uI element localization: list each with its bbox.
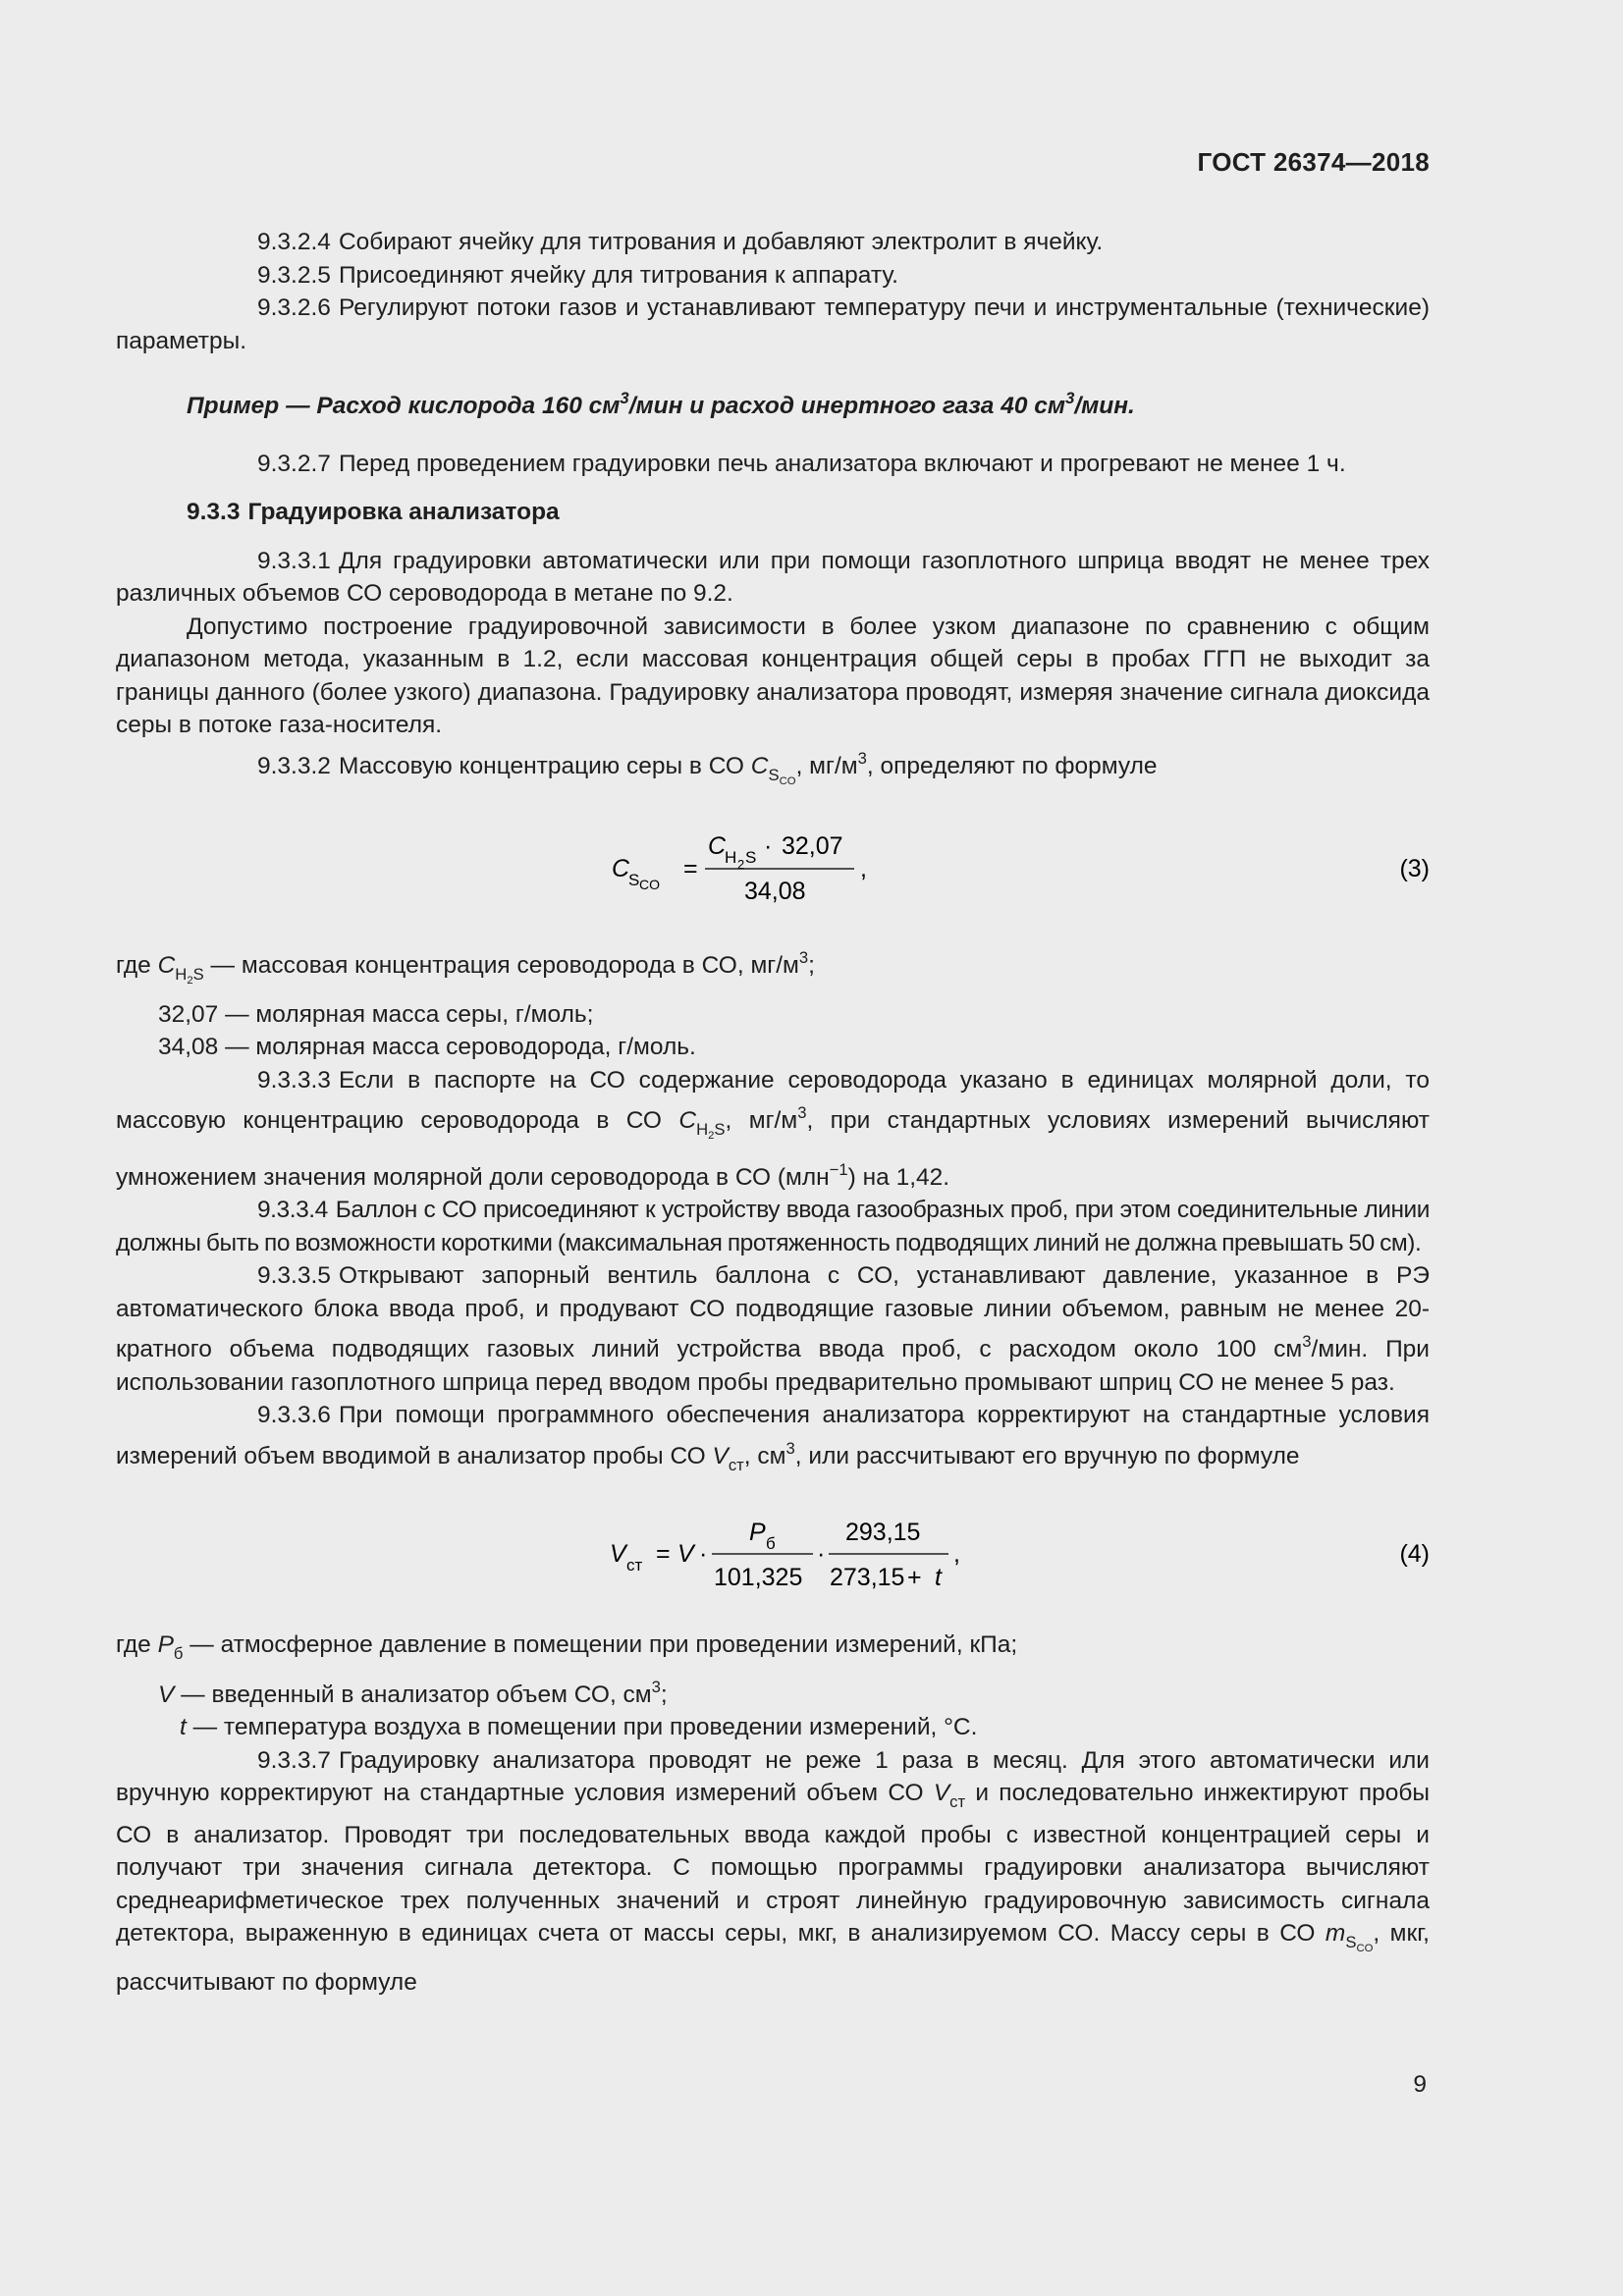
where-block-3-line3: 34,08 — молярная масса сероводорода, г/моль. (158, 1034, 696, 1060)
math-symbol: C (157, 952, 176, 979)
formula-symbol: C (708, 832, 727, 860)
formula-4 (116, 1481, 1430, 1629)
formula-subscript: 2 (737, 857, 745, 872)
section-title: Градуировка анализатора (247, 499, 560, 525)
paragraph-text: Баллон с СО присоединяют к устройству ввода газообразных проб, при этом соединительные линии должны быть по возможности короткими (максимальная протяженность подводящих линий не должна превышать 50 см). (116, 1197, 1430, 1256)
subscript-text: H (175, 965, 188, 984)
clause-number: 9.3.3.2 (257, 752, 331, 779)
formula-comma: , (953, 1540, 960, 1568)
formula-subscript: S (628, 871, 640, 889)
superscript: 3 (1302, 1332, 1312, 1351)
equation-number: (3) (1399, 855, 1430, 882)
formula-comma: , (860, 855, 867, 882)
math-symbol: C (678, 1107, 697, 1134)
where-intro: где (116, 1631, 158, 1658)
paragraph-9-3-3-5 (116, 1259, 1430, 1399)
subscript (768, 765, 796, 787)
formula-4-graphic (116, 1481, 1430, 1629)
example-note (116, 382, 1430, 423)
formula-subscript: CO (639, 877, 660, 892)
paragraph-text: и последовательно инжектируют пробы СО в анализатор. Проводят три последовательных ввода каждой пробы с известной концентрацией серы и получают три значения сигнала детектора. С помощью программы градуировки анализатора вычисляют среднеарифметическое трех полученных значений и строят линейную градуировочную зависимость сигнала детектора, выраженную в единицах счета от массы серы, мкг, в анализируемом СО. Массу серы в СО (116, 1780, 1430, 1947)
paragraph-9-3-3-6 (116, 1399, 1430, 1481)
formula-symbol: V (677, 1540, 694, 1568)
paragraph-text: , мкг, рассчитывают по формуле (116, 1920, 1430, 1996)
section-heading-9-3-3 (116, 496, 1430, 529)
section-number: 9.3.3 (187, 499, 241, 525)
paragraph-text: Регулируют потоки газов и устанавливают температуру печи и инструментальные (технические) параметры. (116, 294, 1430, 354)
paragraph-text: , мг/м (795, 752, 858, 779)
paragraph-text: , при стандартных условиях измерений вычисляют умножением значения молярной доли сероводорода в СО (млн (116, 1107, 1430, 1191)
clause-number: 9.3.2.7 (257, 450, 331, 477)
formula-subscript: б (766, 1534, 776, 1553)
subscript-text: H (696, 1120, 709, 1139)
superscript: −1 (829, 1159, 848, 1179)
math-symbol: V (712, 1442, 729, 1469)
clause-number: 9.3.3.3 (257, 1066, 331, 1094)
superscript: 3 (651, 1677, 661, 1696)
formula-3 (116, 798, 1430, 941)
superscript: 3 (620, 389, 629, 407)
formula-operator: · (764, 832, 773, 860)
formula-operator: + (907, 1564, 922, 1591)
paragraph-9-3-2-6 (116, 292, 1430, 357)
formula-number: 32,07 (782, 832, 843, 860)
where-text: ; (660, 1681, 668, 1708)
superscript: 3 (857, 748, 867, 768)
paragraph-9-3-3-4 (116, 1194, 1430, 1259)
subscript-text: S (192, 965, 204, 984)
superscript: 3 (797, 1103, 807, 1122)
clause-number: 9.3.3.7 (257, 1746, 331, 1774)
where-text: ; (808, 952, 815, 979)
paragraph-text: При помощи программного обеспечения анализатора корректируют на стандартные условия измерений объем вводимой в анализатор пробы СО (116, 1402, 1430, 1469)
equation-number: (4) (1399, 1540, 1430, 1568)
where-block-4-line1 (116, 1629, 1430, 1671)
paragraph-text: Для градуировки автоматически или при помощи газоплотного шприца вводят не менее трех различных объемов СО сероводорода в метане по 9.2. (116, 547, 1430, 607)
formula-number: 34,08 (744, 878, 806, 905)
where-text: — массовая концентрация сероводорода в СО, мг/м (203, 952, 799, 979)
clause-number: 9.3.3.6 (257, 1402, 331, 1428)
document-header: ГОСТ 26374—2018 (1197, 147, 1430, 177)
paragraph-text: , или рассчитывают его вручную по формуле (794, 1442, 1300, 1469)
page-content (116, 226, 1430, 1999)
math-symbol: m (1325, 1920, 1346, 1947)
where-block-3-line1 (116, 941, 1430, 998)
paragraph-text: ) на 1,42. (847, 1163, 950, 1191)
paragraph-9-3-2-4 (116, 226, 1430, 259)
paragraph-text: Массовую концентрацию серы в СО (338, 752, 751, 779)
paragraph-text: , определяют по формуле (866, 752, 1158, 779)
formula-equals: = (656, 1540, 671, 1568)
paragraph-range (116, 611, 1430, 742)
formula-number: 293,15 (845, 1519, 921, 1546)
subscript-text: S (1345, 1933, 1357, 1951)
example-text: /мин и расход инертного газа 40 см (628, 393, 1066, 419)
subscript-text: CO (779, 774, 796, 787)
where-text: — введенный в анализатор объем СО, см (174, 1681, 652, 1708)
where-text: — температура воздуха в помещении при проведении измерений, °С. (186, 1714, 978, 1740)
clause-number: 9.3.2.5 (257, 261, 331, 289)
subscript-text: S (714, 1120, 726, 1139)
paragraph-text: Собирают ячейку для титрования и добавляют электролит в ячейку. (338, 229, 1104, 255)
where-block-4-line2 (116, 1671, 1430, 1712)
formula-symbol: C (612, 855, 630, 882)
paragraph-text: /мин. При использовании газоплотного шприца перед вводом пробы предварительно промывают шприц СО не менее 5 раз. (116, 1336, 1430, 1396)
where-intro: где (116, 952, 158, 979)
paragraph-text: Допустимо построение градуировочной зависимости в более узком диапазоне по сравнению с общим диапазоном метода, указанным в 1.2, если массовая концентрация общей серы в пробах ГГП не выходит за границы данного (более узкого) диапазона. Градуировку анализатора проводят, измеряя значение сигнала диоксида серы в потоке газа-носителя. (116, 613, 1430, 738)
paragraph-9-3-3-1 (116, 545, 1430, 611)
clause-number: 9.3.2.4 (257, 229, 331, 255)
formula-operator: · (699, 1540, 708, 1568)
paragraph-9-3-2-7 (116, 448, 1430, 481)
paragraph-text: Открывают запорный вентиль баллона с СО, устанавливают давление, указанное в РЭ автоматического блока ввода проб, и продувают СО подводящие газовые линии объемом, равным не менее 20-кратного объема подводящих газовых линий устройства ввода проб, с расходом около 100 см (116, 1262, 1430, 1362)
formula-operator: · (817, 1540, 826, 1568)
paragraph-9-3-3-7 (116, 1744, 1430, 2000)
math-symbol: P (157, 1631, 174, 1658)
subscript-text: CO (1356, 1943, 1374, 1954)
subscript-text: 2 (708, 1130, 715, 1142)
where-block-3-line2: 32,07 — молярная масса серы, г/моль; (158, 1000, 594, 1028)
page-number: 9 (1413, 2071, 1427, 2098)
paragraph-text: Перед проведением градуировки печь анализатора включают и прогревают не менее 1 ч. (338, 450, 1346, 477)
subscript: ст (949, 1792, 966, 1811)
paragraph-text: , мг/м (725, 1107, 798, 1134)
formula-symbol: V (610, 1540, 626, 1568)
formula-subscript: ст (626, 1556, 643, 1575)
paragraph-text: Присоединяют ячейку для титрования к аппарату. (338, 261, 898, 289)
paragraph-text: Если в паспорте на СО содержание сероводорода указано в единицах молярной доли, то массовую концентрацию сероводорода в СО (116, 1066, 1430, 1134)
formula-3-graphic (116, 798, 1430, 941)
superscript: 3 (798, 948, 809, 967)
superscript: 3 (1065, 389, 1075, 407)
subscript-text: S (768, 765, 780, 784)
example-text: Пример — Расход кислорода 160 см (187, 393, 621, 419)
math-symbol: V (158, 1681, 175, 1708)
superscript: 3 (785, 1438, 795, 1458)
formula-symbol: P (749, 1519, 766, 1546)
where-block-4-line3 (116, 1711, 1430, 1744)
clause-number: 9.3.3.1 (257, 547, 331, 574)
paragraph-text: Градуировку анализатора проводят не реже 1 раза в месяц. Для этого автоматически или вручную корректируют на стандартные условия измерений объем СО (116, 1746, 1430, 1806)
formula-equals: = (683, 855, 698, 882)
math-symbol: t (180, 1714, 187, 1740)
paragraph-9-3-2-5 (116, 259, 1430, 293)
subscript: б (173, 1644, 184, 1663)
formula-number: 273,15 (830, 1564, 905, 1591)
clause-number: 9.3.3.5 (257, 1262, 331, 1289)
clause-number: 9.3.2.6 (257, 294, 331, 321)
paragraph-9-3-3-2 (116, 742, 1430, 799)
math-symbol: C (750, 752, 769, 779)
subscript (1345, 1933, 1374, 1954)
clause-number: 9.3.3.4 (257, 1197, 328, 1223)
formula-subscript: H (725, 848, 737, 867)
math-symbol: V (933, 1780, 950, 1806)
subscript (175, 965, 204, 987)
subscript (696, 1120, 726, 1142)
formula-number: 101,325 (714, 1564, 803, 1591)
paragraph-9-3-3-3 (116, 1064, 1430, 1195)
example-text: /мин. (1074, 393, 1135, 419)
subscript: ст (728, 1455, 744, 1474)
paragraph-text: , см (743, 1442, 786, 1469)
formula-subscript: S (745, 848, 757, 867)
formula-symbol: t (935, 1564, 942, 1591)
subscript-text: 2 (187, 975, 193, 987)
where-text: — атмосферное давление в помещении при проведении измерений, кПа; (183, 1631, 1018, 1658)
